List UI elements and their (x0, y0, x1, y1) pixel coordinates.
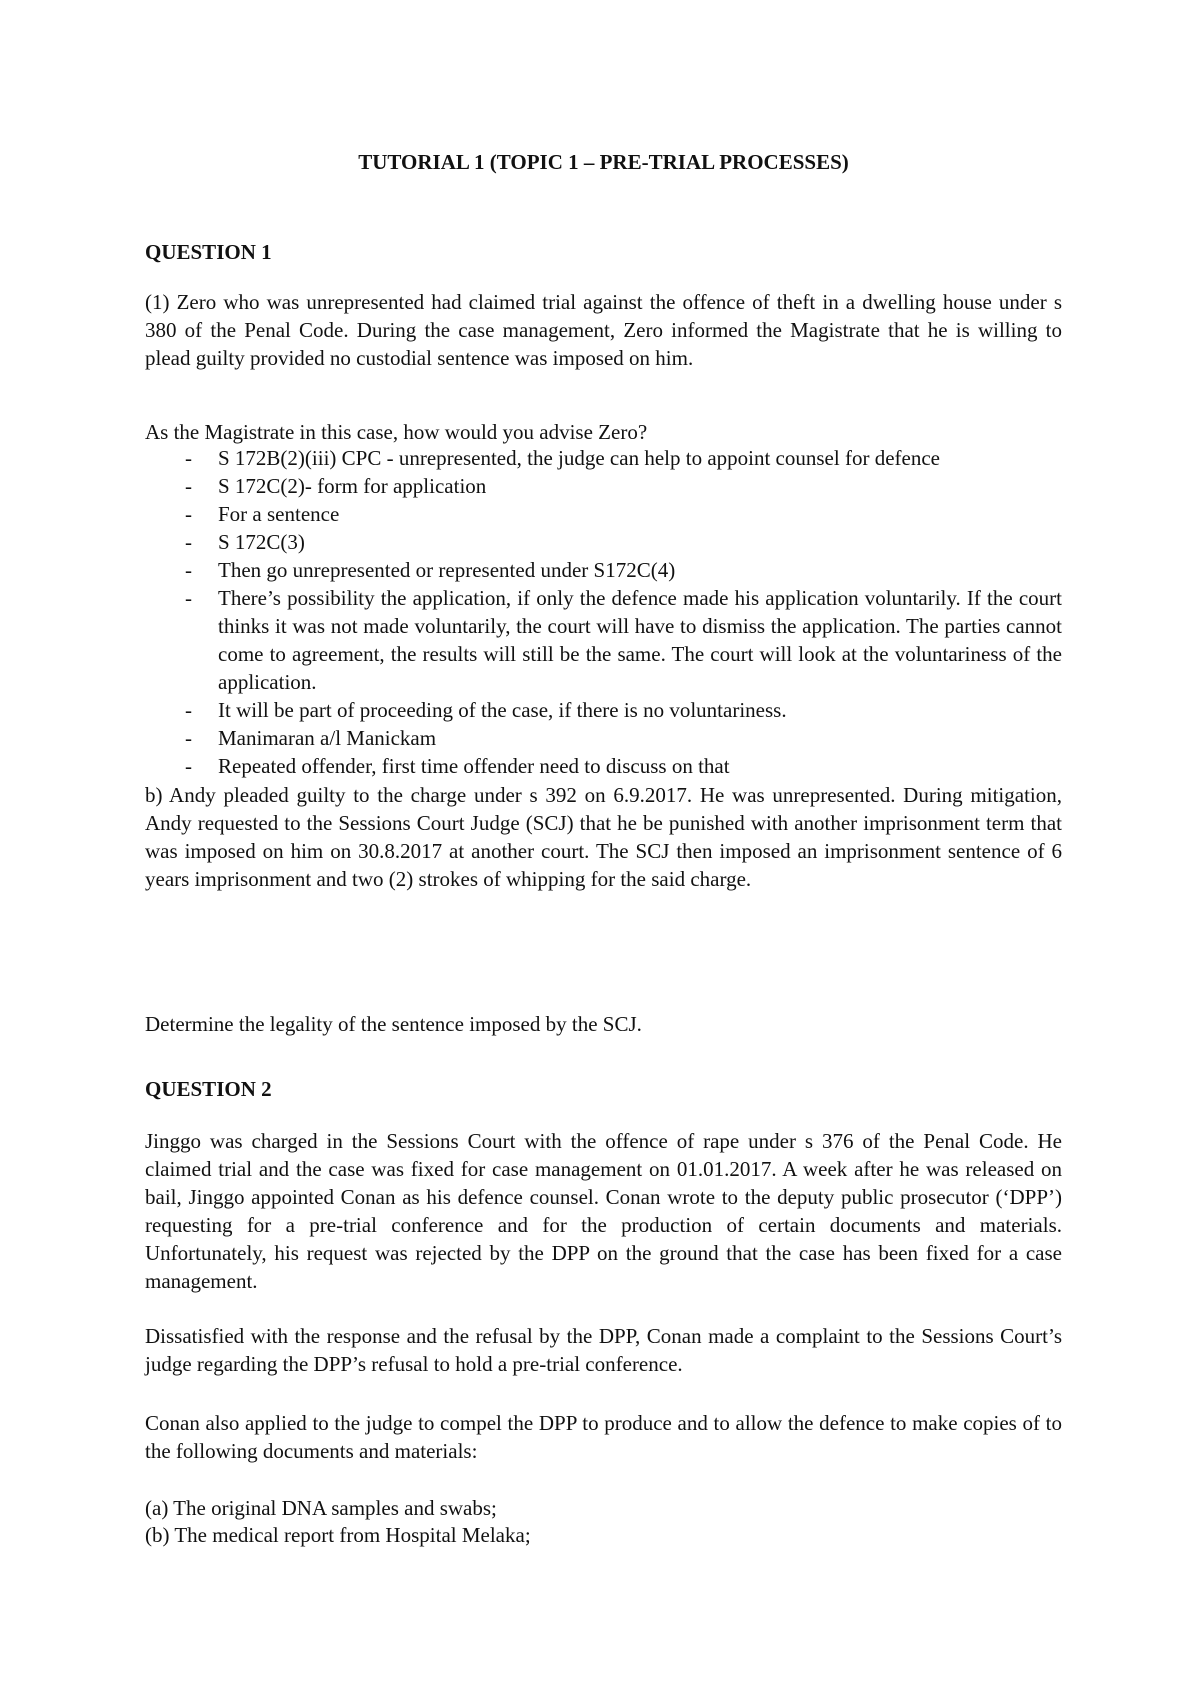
question-2-heading: QUESTION 2 (145, 1077, 272, 1101)
list-item (145, 472, 1062, 500)
question-1-part-1: (1) Zero who was unrepresented had claimed trial against the offence of theft in a dwelling house under s 380 of the Penal Code. During the case management, Zero informed the Magistrate that he is willing to plead guilty provided no custodial sentence was imposed on him. (145, 290, 1062, 370)
list-item-text: It will be part of proceeding of the case, if there is no voluntariness. (218, 698, 787, 722)
list-item (145, 584, 1062, 696)
question-1-prompt-1: As the Magistrate in this case, how would you advise Zero? (145, 420, 648, 444)
question-2-item-a: (a) The original DNA samples and swabs; (145, 1496, 497, 1520)
bullet-dash: - (185, 586, 192, 610)
bullet-dash: - (185, 558, 192, 582)
list-item (145, 752, 1062, 780)
bullet-dash: - (185, 446, 192, 470)
document-title: TUTORIAL 1 (TOPIC 1 – PRE-TRIAL PROCESSES) (358, 150, 849, 174)
question-1-prompt-2: Determine the legality of the sentence imposed by the SCJ. (145, 1012, 642, 1036)
list-item-text: Then go unrepresented or represented under S172C(4) (218, 558, 676, 582)
list-item-text: S 172C(3) (218, 530, 305, 554)
list-item (145, 500, 1062, 528)
question-2-item-b: (b) The medical report from Hospital Melaka; (145, 1523, 531, 1547)
list-item (145, 556, 1062, 584)
list-item-text: There’s possibility the application, if only the defence made his application voluntarily. If the court thinks it was not made voluntarily, the court will have to dismiss the application. The parties cannot come to agreement, the results will still be the same. The court will look at the voluntariness of the application. (218, 586, 1062, 694)
bullet-dash: - (185, 474, 192, 498)
bullet-dash: - (185, 698, 192, 722)
question-1-notes-list (145, 444, 1062, 780)
list-item (145, 444, 1062, 472)
bullet-dash: - (185, 502, 192, 526)
list-item-text: S 172C(2)- form for application (218, 474, 487, 498)
list-item (145, 724, 1062, 752)
bullet-dash: - (185, 726, 192, 750)
list-item-text: For a sentence (218, 502, 340, 526)
bullet-dash: - (185, 530, 192, 554)
list-item (145, 528, 1062, 556)
list-item-text: Manimaran a/l Manickam (218, 726, 437, 750)
bullet-dash: - (185, 754, 192, 778)
question-2-paragraph-1: Jinggo was charged in the Sessions Court with the offence of rape under s 376 of the Penal Code. He claimed trial and the case was fixed for case management on 01.01.2017. A week after he was released on bail, Jinggo appointed Conan as his defence counsel. Conan wrote to the deputy public prosecutor (‘DPP’) requesting for a pre-trial conference and for the production of certain documents and materials. Unfortunately, his request was rejected by the DPP on the ground that the case has been fixed for a case management. (145, 1129, 1062, 1293)
question-2-paragraph-2: Dissatisfied with the response and the refusal by the DPP, Conan made a complaint to the Sessions Court’s judge regarding the DPP’s refusal to hold a pre-trial conference. (145, 1324, 1062, 1376)
list-item-text: S 172B(2)(iii) CPC - unrepresented, the judge can help to appoint counsel for defence (218, 446, 940, 470)
question-1-heading: QUESTION 1 (145, 240, 272, 264)
question-2-paragraph-3: Conan also applied to the judge to compel the DPP to produce and to allow the defence to make copies of to the following documents and materials: (145, 1411, 1062, 1463)
list-item-text: Repeated offender, first time offender need to discuss on that (218, 754, 730, 778)
question-1-part-2: b) Andy pleaded guilty to the charge under s 392 on 6.9.2017. He was unrepresented. During mitigation, Andy requested to the Sessions Court Judge (SCJ) that he be punished with another imprisonment term that was imposed on him on 30.8.2017 at another court. The SCJ then imposed an imprisonment sentence of 6 years imprisonment and two (2) strokes of whipping for the said charge. (145, 783, 1062, 891)
list-item (145, 696, 1062, 724)
